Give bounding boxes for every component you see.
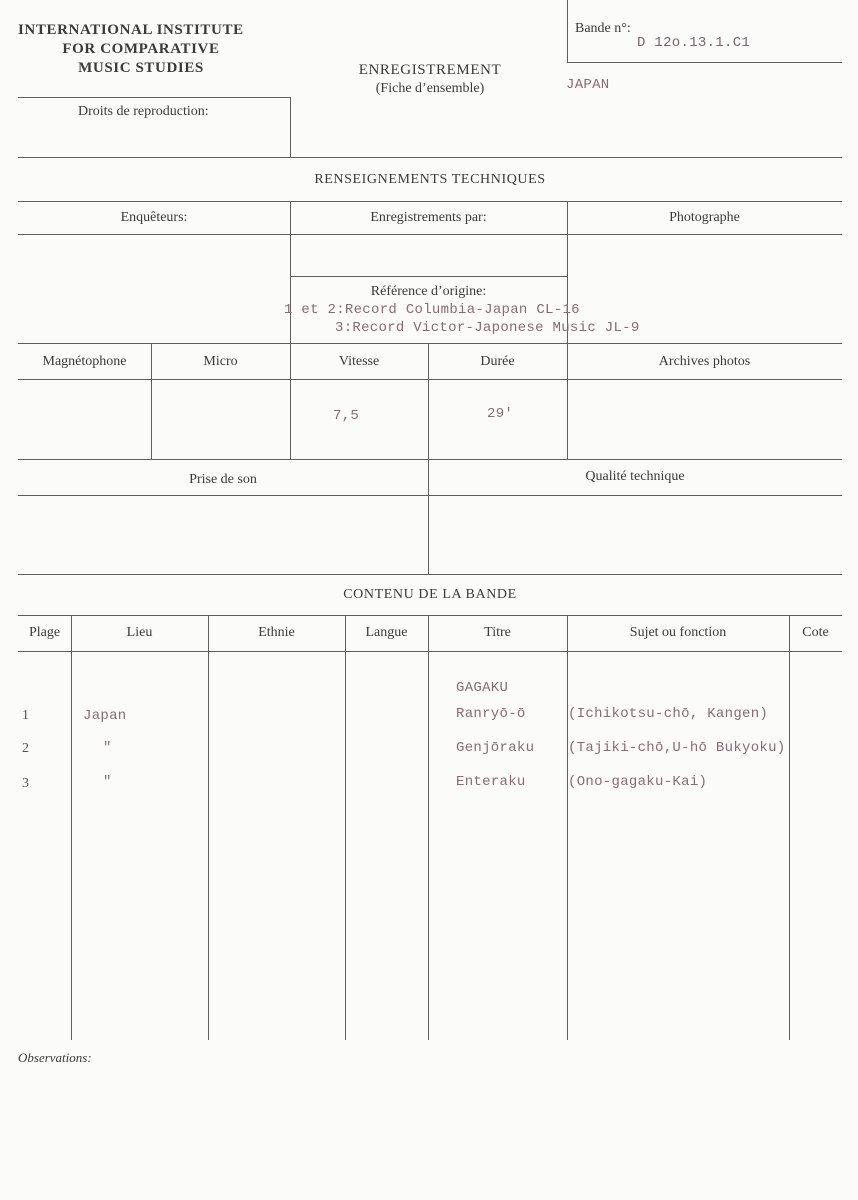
place-cell: " [103,740,112,756]
speed-label: Vitesse [338,354,380,369]
tape-number-label: Bande n°: [575,21,631,36]
record-title: ENREGISTREMENT [358,62,502,78]
duration-label: Durée [480,354,515,369]
place-cell: Japan [83,708,127,724]
title-cell: Ranryō-ō [456,706,526,722]
photo-archives-label: Archives photos [658,354,751,369]
microphone-label: Micro [203,354,238,369]
tape-number-value: D 12o.13.1.C1 [637,35,751,51]
origin-reference-line-1: 1 et 2:Record Columbia-Japan CL-16 [284,302,580,318]
tape-recorder-label: Magnétophone [42,354,127,369]
tape-contents-heading: CONTENU DE LA BANDE [343,587,517,602]
col-place-header: Lieu [126,625,153,640]
duration-value: 29' [487,406,514,422]
place-cell: " [103,774,112,790]
col-ethnic-header: Ethnie [258,625,295,640]
observations-label: Observations: [18,1050,92,1065]
genre-heading: GAGAKU [456,680,509,696]
col-language-header: Langue [365,625,408,640]
title-cell: Enteraku [456,774,526,790]
institute-name-line-2: FOR COMPARATIVE [62,41,220,57]
origin-reference-label: Référence d’origine: [370,284,487,299]
sound-recording-label: Prise de son [189,472,257,487]
institute-name-line-3: MUSIC STUDIES [78,60,204,76]
country-value: JAPAN [566,77,610,93]
col-title-header: Titre [484,625,511,640]
track-number: 1 [22,708,29,723]
institute-name-line-1: INTERNATIONAL INSTITUTE [18,22,244,38]
track-number: 3 [22,776,29,791]
col-classmark-header: Cote [802,625,829,640]
subject-cell: (Ichikotsu-chō, Kangen) [568,706,769,722]
speed-value: 7,5 [333,408,360,424]
col-subject-header: Sujet ou fonction [629,625,727,640]
track-number: 2 [22,741,29,756]
record-subtitle: (Fiche d’ensemble) [375,81,485,96]
recorded-by-label: Enregistrements par: [370,210,487,225]
col-track-header: Plage [28,625,61,640]
investigators-label: Enquêteurs: [120,210,188,225]
reproduction-rights-label: Droits de reproduction: [78,104,209,119]
technical-quality-label: Qualité technique [585,469,685,484]
technical-info-heading: RENSEIGNEMENTS TECHNIQUES [314,172,546,187]
photographer-label: Photographe [669,210,740,225]
subject-cell: (Ono-gagaku-Kai) [568,774,708,790]
origin-reference-line-2: 3:Record Victor-Japonese Music JL-9 [335,320,640,336]
title-cell: Genjōraku [456,740,535,756]
subject-cell: (Tajiki-chō,U-hō Bukyoku) [568,740,786,756]
